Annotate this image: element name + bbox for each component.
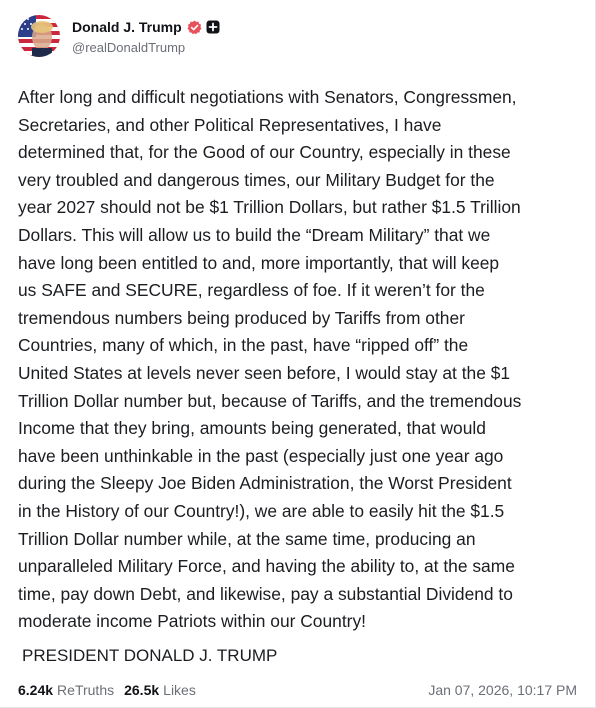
likes-label: Likes	[163, 682, 196, 698]
retruths-count: 6.24k	[18, 682, 54, 698]
avatar[interactable]	[18, 15, 60, 57]
retruths-label: ReTruths	[57, 682, 115, 698]
author-name-row	[72, 17, 220, 37]
post-text: After long and difficult negotiations with Senators, Congressmen, Secretaries, and other Political Representatives, I have determined that, for the Good of our Country, especially in these very troubled and dangerous times, our Military Budget for the year 2027 should not be $1 Trillion Dollars, but rather $1.5 Trillion Dollars. This will allow us to build the “Dream Military” that we have long been entitled to and, more importantly, that will keep us SAFE and SECURE, regardless of foe. If it weren’t for the tremendous numbers being produced by Tariffs from other Countries, many of which, in the past, have “ripped off” the United States at levels never seen before, I would stay at the $1 Trillion Dollar number but, because of Tariffs, and the tremendous Income that they bring, amounts being generated, that would have been unthinkable in the past (especially just one year ago during the Sleepy Joe Biden Administration, the Worst President in the History of our Country!), we are able to easily hit the $1.5 Trillion Dollar number while, at the same time, producing an unparalleled Military Force, and having the ability to, at the same time, pay down Debt, and likewise, pay a substantial Dividend to moderate income Patriots within our Country!	[18, 87, 522, 632]
author-handle[interactable]: @realDonaldTrump	[72, 40, 186, 55]
author-block	[72, 17, 220, 55]
plus-square-icon[interactable]	[206, 20, 220, 34]
avatar-image	[18, 15, 60, 57]
post-footer	[18, 680, 577, 700]
post-header	[18, 14, 220, 58]
likes-stat[interactable]	[124, 682, 196, 698]
post-signature: PRESIDENT DONALD J. TRUMP	[22, 646, 278, 665]
post-timestamp[interactable]: Jan 07, 2026, 10:17 PM	[428, 682, 577, 698]
verified-badge-icon	[187, 20, 202, 35]
author-display-name[interactable]: Donald J. Trump	[72, 19, 182, 35]
retruths-stat[interactable]	[18, 682, 114, 698]
likes-count: 26.5k	[124, 682, 160, 698]
